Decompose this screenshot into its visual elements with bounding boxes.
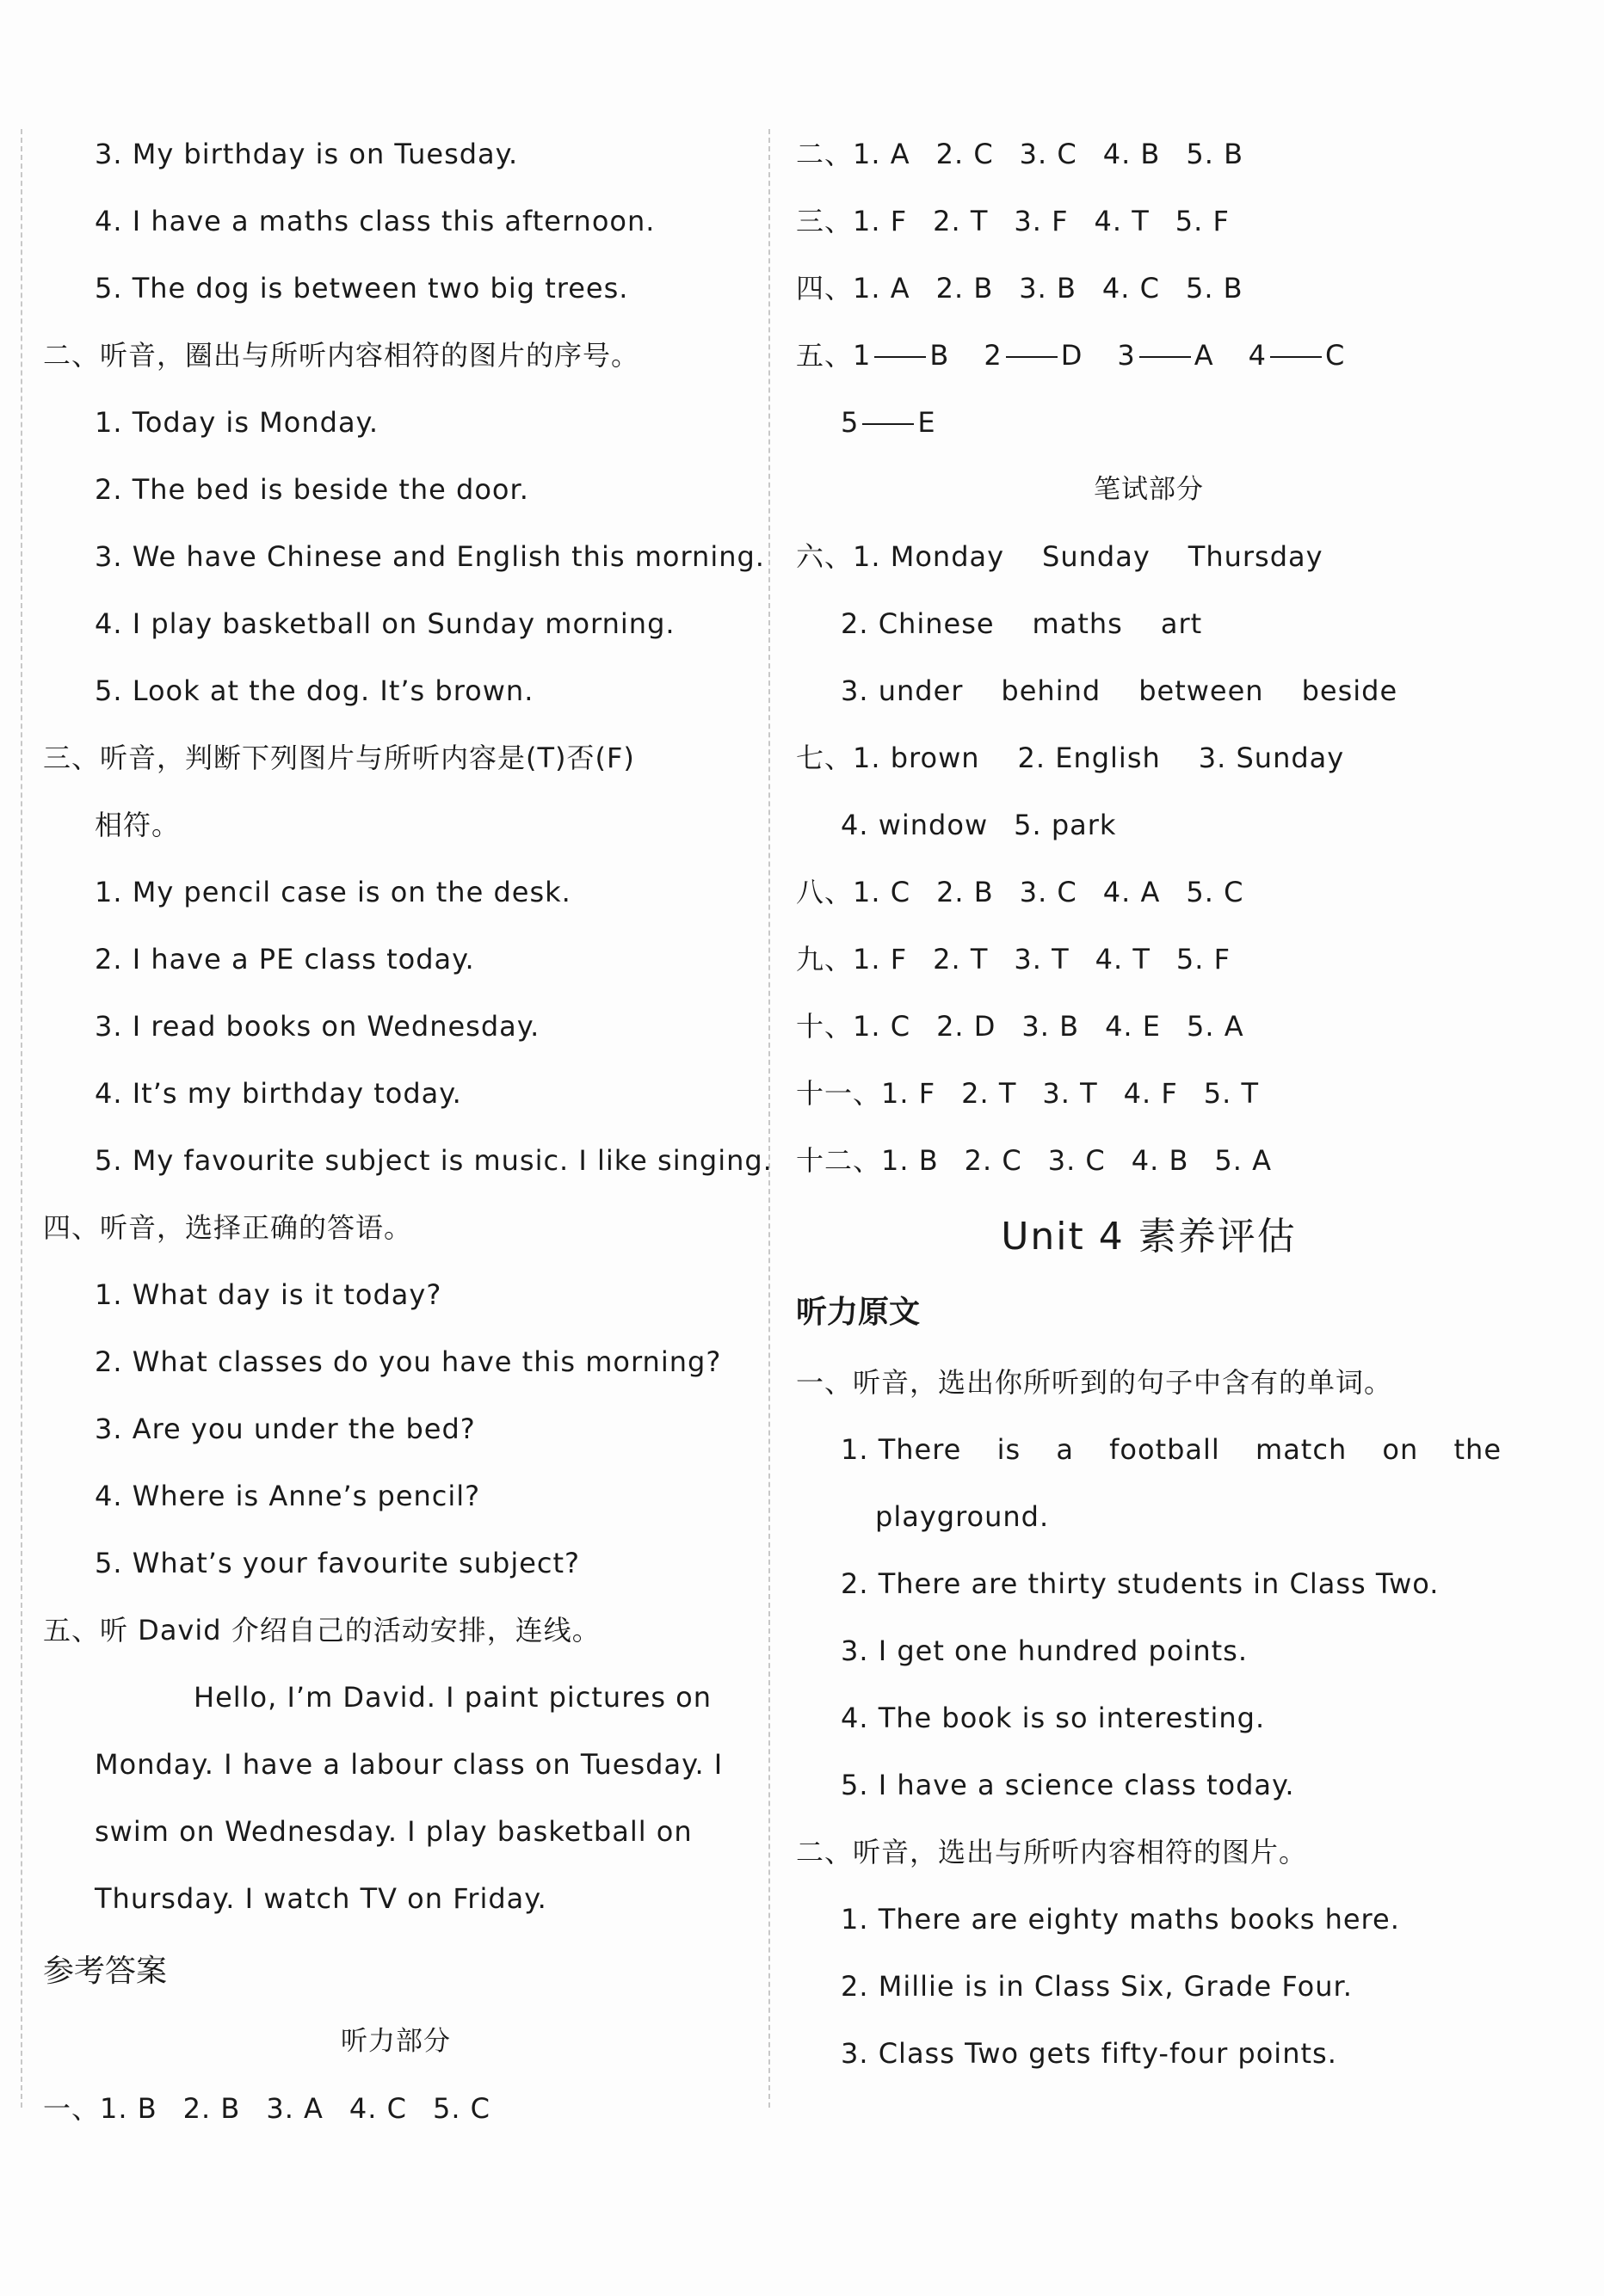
listen-item: 1. Today is Monday. xyxy=(95,406,379,439)
answer-item: 3. B xyxy=(1021,1010,1080,1043)
listen-item: 3. I read books on Wednesday. xyxy=(95,1010,540,1043)
left-margin-dashed-line xyxy=(21,129,22,2108)
answer-label: 十二、 xyxy=(796,1144,882,1177)
answer-item: 2. B xyxy=(936,876,994,908)
answer-word: beside xyxy=(1301,674,1398,707)
unit4-item: 4. The book is so interesting. xyxy=(841,1702,1266,1734)
listening-script-heading: 听力原文 xyxy=(796,1295,921,1330)
listen-item: 1. What day is it today? xyxy=(95,1278,442,1311)
answer-item: 2. B xyxy=(182,2092,241,2125)
match-number: 1 xyxy=(853,339,872,372)
answer-item: 5. B xyxy=(1186,138,1244,170)
unit-4-title: Unit 4 素养评估 xyxy=(1001,1215,1297,1259)
answer-item: 2. C xyxy=(964,1144,1022,1177)
match-number: 5 xyxy=(841,406,860,439)
section-5-heading: 五、听 David 介绍自己的活动安排，连线。 xyxy=(43,1614,601,1647)
section-4-heading: 四、听音，选择正确的答语。 xyxy=(43,1211,413,1244)
answer-item: 4. T xyxy=(1095,943,1151,976)
answer-item: 1. F xyxy=(881,1077,936,1110)
answer-item: 4. C xyxy=(349,2092,407,2125)
answer-item: 4. F xyxy=(1123,1077,1178,1110)
answer-word: 3. under xyxy=(841,674,964,707)
word: a xyxy=(1056,1433,1074,1466)
answer-item: 1. C xyxy=(853,1010,911,1043)
answer-row-6-2 xyxy=(796,590,1502,657)
section-2-heading: 二、听音，圈出与所听内容相符的图片的序号。 xyxy=(43,339,640,372)
section-3-heading: 三、听音，判断下列图片与所听内容是(T)否(F) xyxy=(43,742,635,774)
word: 1. There xyxy=(841,1433,962,1466)
word: the xyxy=(1453,1433,1502,1466)
david-paragraph-line: Thursday. I watch TV on Friday. xyxy=(95,1882,547,1915)
answer-item: 3. C xyxy=(1019,876,1077,908)
listen-item: 2. I have a PE class today. xyxy=(95,943,475,976)
reference-answers-heading: 参考答案 xyxy=(43,1954,168,1989)
answer-row-9 xyxy=(796,926,1502,993)
word: on xyxy=(1382,1433,1419,1466)
listen-item: 3. Are you under the bed? xyxy=(95,1413,476,1445)
answer-item: 1. A xyxy=(853,272,910,305)
david-paragraph-line: Hello, I’m David. I paint pictures on xyxy=(194,1681,713,1714)
word: is xyxy=(996,1433,1021,1466)
answer-label: 十、 xyxy=(796,1010,854,1043)
answer-row-2 xyxy=(796,120,1502,188)
match-pair xyxy=(841,406,936,439)
answer-item: 4. T xyxy=(1094,205,1150,237)
listen-item: 5. What’s your favourite subject? xyxy=(95,1547,581,1579)
answer-item: 5. A xyxy=(1186,1010,1244,1043)
answer-item: 3. A xyxy=(266,2092,324,2125)
match-letter: A xyxy=(1194,339,1214,372)
match-number: 4 xyxy=(1248,339,1267,372)
answer-label: 五、 xyxy=(796,339,854,372)
left-column xyxy=(43,120,773,2142)
answer-row-7 xyxy=(796,724,1502,791)
david-paragraph-line: Monday. I have a labour class on Tuesday. I xyxy=(95,1748,724,1781)
section-3-heading-cont: 相符。 xyxy=(95,809,181,841)
listen-item: 1. My pencil case is on the desk. xyxy=(95,876,571,908)
answer-item: 5. C xyxy=(1186,876,1244,908)
unit4-item: 1. There are eighty maths books here. xyxy=(841,1903,1400,1936)
answer-row-4 xyxy=(796,255,1502,322)
unit4-section-2-heading: 二、听音，选出与所听内容相符的图片。 xyxy=(796,1836,1308,1868)
listen-item: 4. I play basketball on Sunday morning. xyxy=(95,607,676,640)
answer-row-6-3 xyxy=(796,657,1502,724)
listen-item: 3. We have Chinese and English this morning. xyxy=(95,540,765,573)
answer-row-7-2 xyxy=(796,791,1502,859)
unit4-item: 3. I get one hundred points. xyxy=(841,1634,1248,1667)
answer-word: maths xyxy=(1032,607,1123,640)
answer-word: 1. Monday xyxy=(853,540,1005,573)
answer-item: 1. C xyxy=(853,876,911,908)
answer-item: 1. F xyxy=(853,205,908,237)
listen-item: 4. I have a maths class this afternoon. xyxy=(95,205,656,237)
match-pair xyxy=(984,339,1083,372)
match-pair xyxy=(853,339,949,372)
answer-label: 七、 xyxy=(796,742,854,774)
unit4-item: 3. Class Two gets fifty-four points. xyxy=(841,2037,1337,2070)
unit4-item-1 xyxy=(796,1416,1502,1483)
answer-word: 5. park xyxy=(1014,809,1117,841)
david-paragraph-line: swim on Wednesday. I play basketball on xyxy=(95,1815,693,1848)
answer-word: 4. window xyxy=(841,809,989,841)
answer-item: 3. C xyxy=(1047,1144,1106,1177)
answer-item: 2. T xyxy=(933,943,989,976)
match-letter: B xyxy=(929,339,950,372)
answer-item: 1. B xyxy=(100,2092,157,2125)
answer-item: 5. A xyxy=(1214,1144,1273,1177)
match-letter: E xyxy=(917,406,936,439)
unit4-item-1-cont: playground. xyxy=(875,1500,1050,1533)
answer-row-10 xyxy=(796,993,1502,1060)
listen-item: 5. Look at the dog. It’s brown. xyxy=(95,674,534,707)
match-letter: C xyxy=(1324,339,1346,372)
listen-item: 4. It’s my birthday today. xyxy=(95,1077,462,1110)
answer-word: Sunday xyxy=(1042,540,1151,573)
match-number: 3 xyxy=(1117,339,1136,372)
answer-label: 一、 xyxy=(43,2092,101,2125)
answer-item: 4. B xyxy=(1102,138,1161,170)
answer-item: 2. T xyxy=(961,1077,1017,1110)
answer-row-6 xyxy=(796,523,1502,590)
match-dash xyxy=(1270,356,1322,358)
answer-word: 3. Sunday xyxy=(1198,742,1345,774)
answer-item: 3. B xyxy=(1019,272,1077,305)
answer-item: 1. F xyxy=(853,943,908,976)
answer-item: 1. A xyxy=(853,138,910,170)
right-column xyxy=(796,120,1502,2087)
answer-label: 二、 xyxy=(796,138,854,170)
answer-row-3 xyxy=(796,188,1502,255)
answer-item: 3. T xyxy=(1014,943,1070,976)
answer-word: 2. Chinese xyxy=(841,607,995,640)
word: match xyxy=(1255,1433,1348,1466)
answer-item: 2. C xyxy=(935,138,994,170)
answer-word: art xyxy=(1160,607,1203,640)
answer-item: 4. A xyxy=(1102,876,1161,908)
listen-item: 4. Where is Anne’s pencil? xyxy=(95,1480,481,1512)
answer-item: 4. B xyxy=(1131,1144,1189,1177)
answer-word: behind xyxy=(1001,674,1101,707)
answer-label: 三、 xyxy=(796,205,854,237)
answer-row-1 xyxy=(43,2075,749,2142)
answer-item: 3. C xyxy=(1019,138,1077,170)
answer-item: 5. F xyxy=(1175,943,1231,976)
match-pair xyxy=(1117,339,1213,372)
answer-word: 2. English xyxy=(1017,742,1161,774)
answer-item: 2. T xyxy=(933,205,989,237)
match-dash xyxy=(1006,356,1058,358)
match-number: 2 xyxy=(984,339,1002,372)
match-dash xyxy=(874,356,926,358)
listen-item: 5. My favourite subject is music. I like singing. xyxy=(95,1144,773,1177)
listening-part-heading: 听力部分 xyxy=(341,2026,451,2057)
answer-row-12 xyxy=(796,1127,1502,1194)
unit4-item: 5. I have a science class today. xyxy=(841,1769,1295,1801)
answer-row-8 xyxy=(796,859,1502,926)
answer-item: 4. E xyxy=(1105,1010,1161,1043)
answer-label: 九、 xyxy=(796,943,854,976)
answer-label: 八、 xyxy=(796,876,854,908)
answer-row-5-matching xyxy=(796,322,1502,389)
answer-label: 四、 xyxy=(796,272,854,305)
answer-item: 5. C xyxy=(432,2092,491,2125)
answer-row-11 xyxy=(796,1060,1502,1127)
word: football xyxy=(1109,1433,1220,1466)
match-row-cont xyxy=(796,389,1502,456)
listen-item: 2. What classes do you have this morning? xyxy=(95,1345,722,1378)
match-letter: D xyxy=(1060,339,1083,372)
unit4-item: 2. There are thirty students in Class Two. xyxy=(841,1567,1440,1600)
listen-item: 5. The dog is between two big trees. xyxy=(95,272,629,305)
answer-label: 十一、 xyxy=(796,1077,882,1110)
center-divider-dashed-line xyxy=(768,129,770,2108)
answer-item: 3. T xyxy=(1042,1077,1098,1110)
unit4-section-1-heading: 一、听音，选出你所听到的句子中含有的单词。 xyxy=(796,1366,1393,1399)
answer-item: 5. F xyxy=(1175,205,1230,237)
match-pair xyxy=(1249,339,1346,372)
answer-item: 5. B xyxy=(1185,272,1243,305)
listen-item: 3. My birthday is on Tuesday. xyxy=(95,138,519,170)
answer-word: 1. brown xyxy=(853,742,980,774)
match-dash xyxy=(1139,356,1191,358)
answer-word: Thursday xyxy=(1188,540,1323,573)
answer-item: 2. D xyxy=(936,1010,996,1043)
match-dash xyxy=(862,423,914,425)
listen-item: 2. The bed is beside the door. xyxy=(95,473,529,506)
answer-item: 4. C xyxy=(1101,272,1160,305)
answer-item: 1. B xyxy=(881,1144,939,1177)
answer-item: 2. B xyxy=(935,272,994,305)
answer-item: 5. T xyxy=(1203,1077,1259,1110)
answer-item: 3. F xyxy=(1014,205,1069,237)
answer-label: 六、 xyxy=(796,540,854,573)
unit4-item: 2. Millie is in Class Six, Grade Four. xyxy=(841,1970,1353,2003)
answer-word: between xyxy=(1138,674,1264,707)
written-part-heading: 笔试部分 xyxy=(1094,474,1204,505)
